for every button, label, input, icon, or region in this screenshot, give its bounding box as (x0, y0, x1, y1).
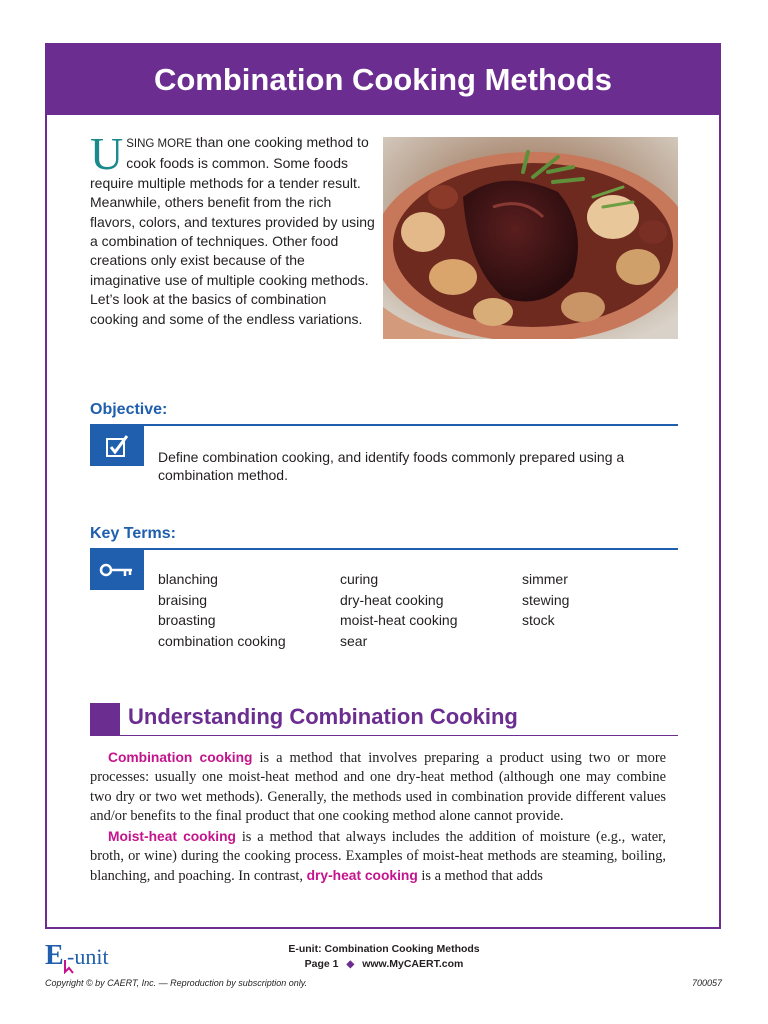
key-term: simmer (522, 571, 568, 587)
section-heading-bar (90, 703, 120, 736)
svg-text:E: E (45, 940, 64, 971)
paragraph: Moist-heat cooking is a method that always includes the addition of moisture (e.g., water, broth, or wine) during the cooking process. Examples of moist-heat methods are steaming, boiling, blanching, and poaching. In contrast, dry-heat cooking is a method that adds (90, 828, 666, 885)
key-term: stock (522, 612, 555, 629)
paragraph: Combination cooking is a method that involves preparing a product using two or more processes: usually one moist-heat method and one dry-heat method (although one may combine two dry or two wet methods). Generally, the methods used in combination provide different values and/or benefits to the final product that one cooking method alone cannot provide. (90, 750, 666, 825)
key-terms-column-3 (522, 569, 569, 631)
footer-title: E-unit: Combination Cooking Methods (288, 943, 480, 955)
objective-rule (90, 424, 678, 426)
intro-lead: SING MORE (126, 138, 193, 150)
key-term: combination cooking (158, 633, 286, 650)
drop-cap: U (90, 128, 124, 179)
key-term: stewing (522, 591, 570, 608)
key-terms-rule (90, 548, 678, 550)
svg-text:-unit: -unit (67, 944, 109, 969)
key-term: curing (340, 571, 379, 587)
footer-info (0, 942, 768, 972)
key-term: blanching (158, 571, 218, 587)
key-term-highlight: Combination cooking (108, 750, 253, 765)
section-heading-rule (90, 735, 678, 736)
key-term: braising (158, 591, 208, 608)
objective-label: Objective: (90, 401, 168, 418)
key-icon (90, 550, 144, 590)
page-title: Combination Cooking Methods (45, 43, 721, 115)
key-terms-label: Key Terms: (90, 525, 176, 542)
diamond-icon: ◆ (346, 959, 355, 970)
intro-paragraph (90, 128, 375, 329)
key-term-highlight: dry-heat cooking (306, 868, 418, 884)
key-term: moist-heat cooking (340, 612, 458, 629)
key-term: dry-heat cooking (340, 591, 444, 608)
body-text (90, 748, 666, 887)
braised-meat-pot-image (383, 137, 678, 339)
intro-text: than one cooking method to cook foods is common. Some foods require multiple methods for a tender result. Meanwhile, others benefit from the rich flavors, colors, and textures provided by using a combination of techniques. Other food creations only exist because of the imaginative use of multiple cooking methods. Let’s look at the basics of combination cooking and some of the endless variations. (90, 134, 375, 327)
footer-url[interactable]: www.MyCAERT.com (362, 958, 464, 970)
objective-text: Define combination cooking, and identify foods commonly prepared using a combination method. (158, 449, 625, 483)
checkbox-icon (90, 426, 144, 466)
section-heading: Understanding Combination Cooking (128, 704, 518, 729)
food-photo (383, 137, 678, 339)
copyright: Copyright © by CAERT, Inc. — Reproduction by subscription only. (45, 978, 308, 988)
document-code: 700057 (691, 978, 722, 988)
key-term-highlight: Moist-heat cooking (108, 828, 236, 844)
key-term: broasting (158, 612, 216, 629)
key-terms-column-1 (158, 569, 286, 652)
page-number: Page 1 (304, 958, 339, 970)
key-terms-column-2 (340, 569, 458, 652)
key-term: sear (340, 633, 368, 650)
